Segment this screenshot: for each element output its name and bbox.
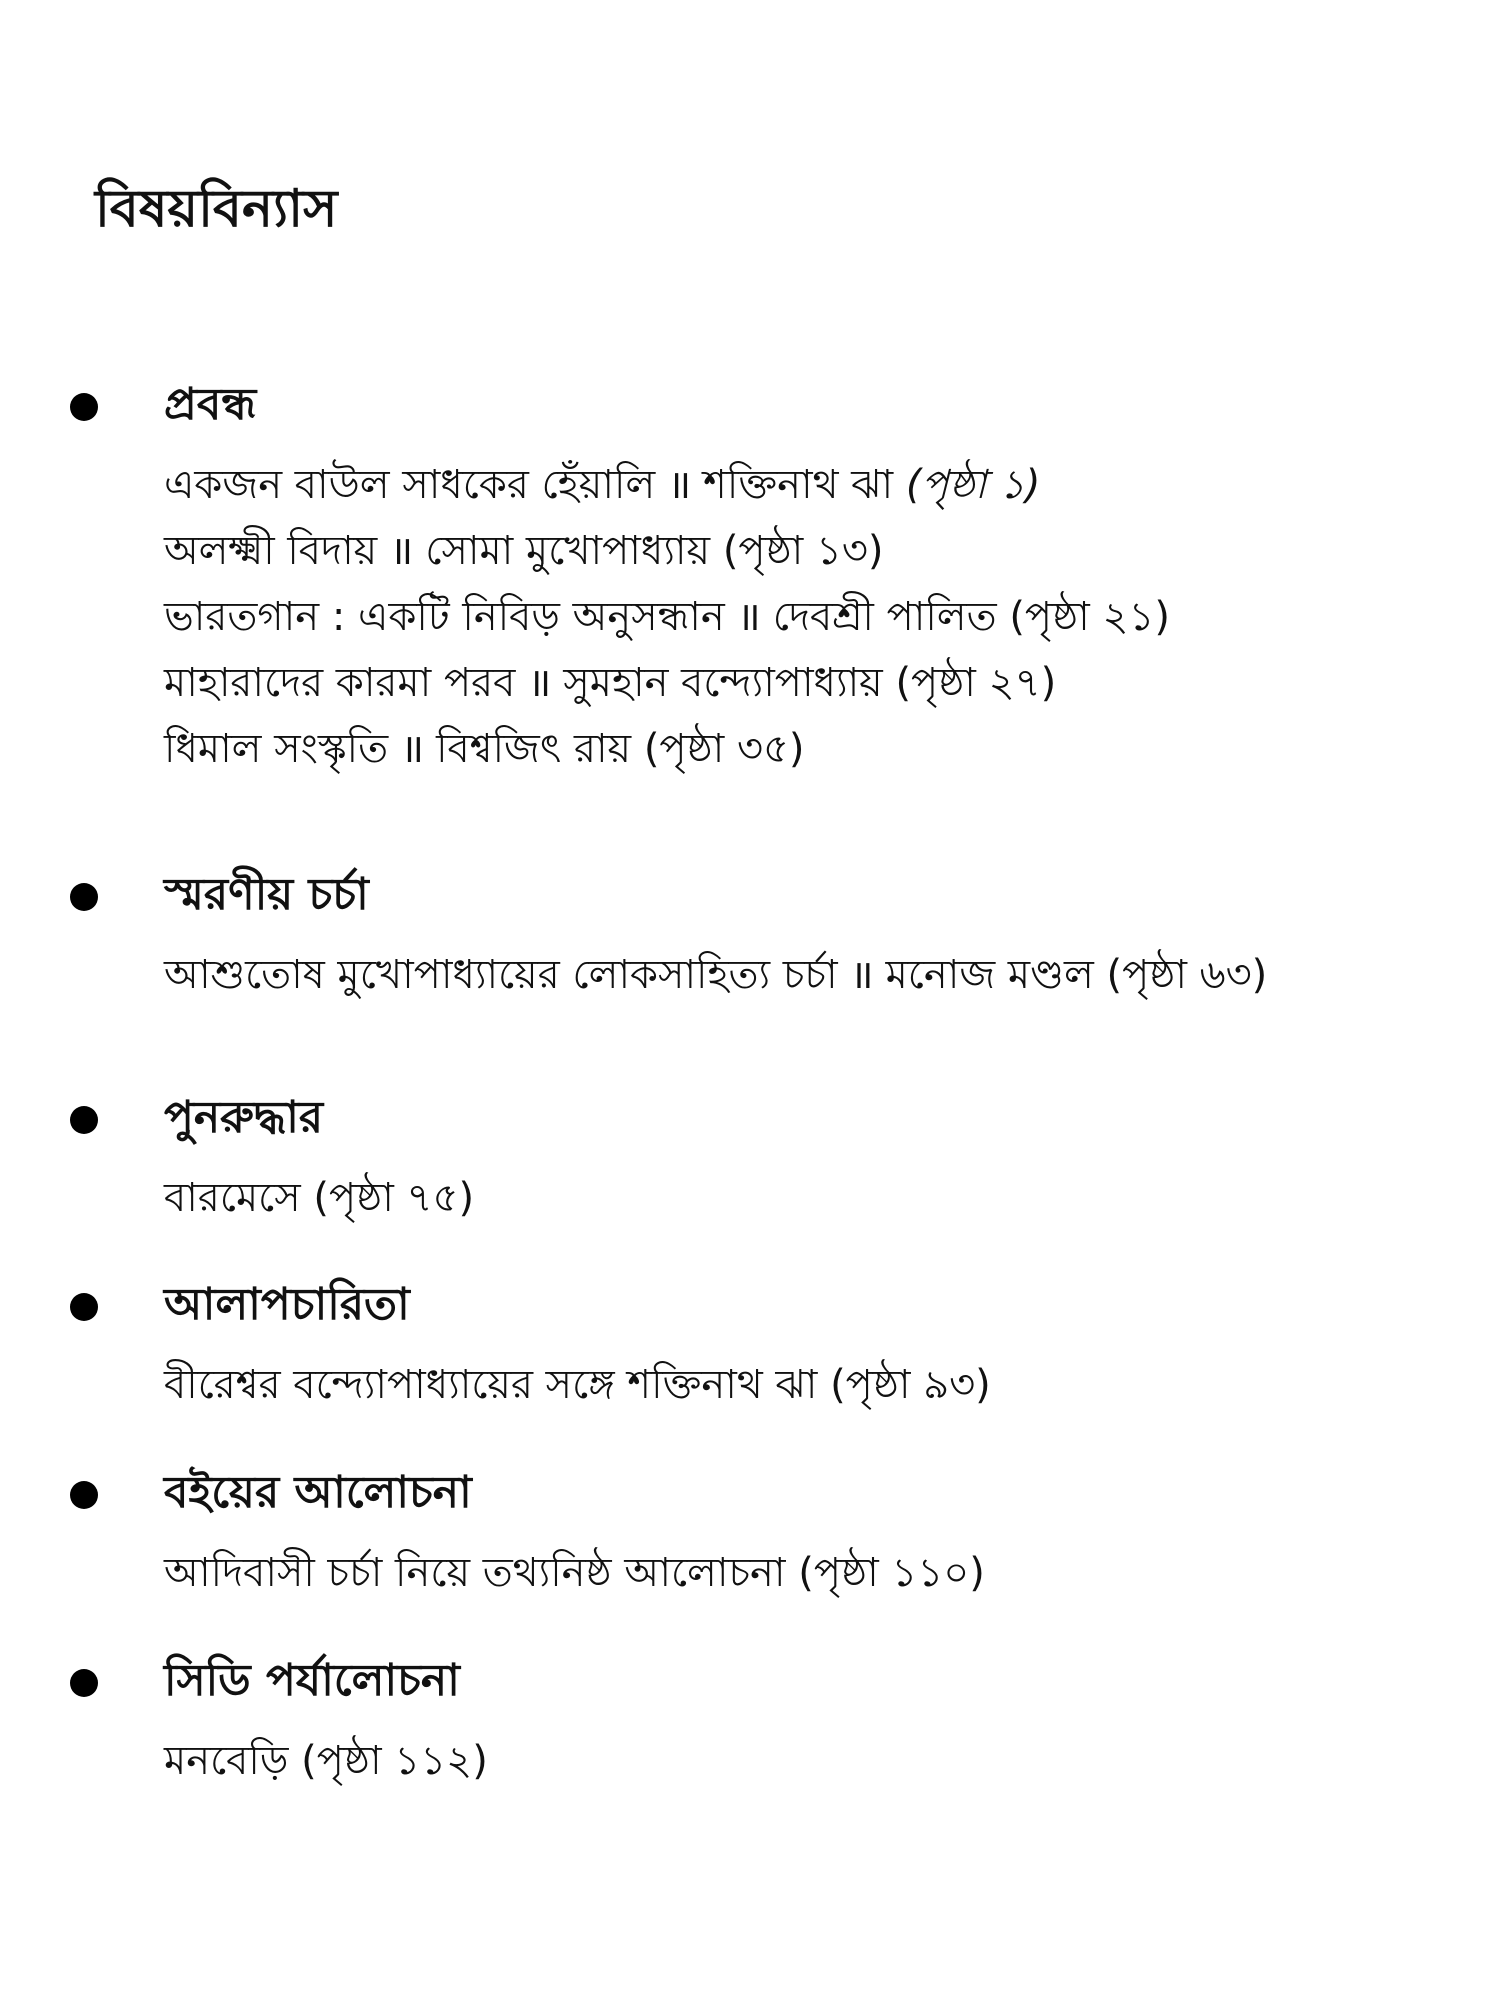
- entry-title: আদিবাসী চর্চা নিয়ে তথ্যনিষ্ঠ আলোচনা: [164, 1550, 786, 1596]
- section-heading: সিডি পর্যালোচনা: [164, 1654, 460, 1706]
- entry-title: মাহারাদের কারমা পরব: [164, 660, 516, 706]
- entry-author: মনোজ মণ্ডল: [885, 952, 1094, 998]
- entry-page: (পৃষ্ঠা ২৭): [895, 660, 1057, 706]
- entry-page: (পৃষ্ঠা ৬৩): [1106, 952, 1268, 998]
- toc-entry[interactable]: [164, 942, 1470, 1008]
- section-cd-porjalochona: [70, 1648, 1470, 1794]
- entry-title: মনবেড়ি: [164, 1738, 289, 1784]
- entry-page: (পৃষ্ঠা ২১): [1009, 594, 1171, 640]
- page-title: বিষয়বিন্যাস: [95, 179, 338, 239]
- entry-title: বারমেসে: [164, 1175, 301, 1221]
- section-punoruddhar: [70, 1085, 1470, 1231]
- entry-separator: ॥: [527, 660, 552, 706]
- bullet-icon: [70, 1106, 98, 1134]
- section-alapcharita: [70, 1272, 1470, 1418]
- entry-title: একজন বাউল সাধকের হেঁয়ালি: [164, 462, 656, 508]
- toc-entry[interactable]: [164, 584, 1470, 650]
- entry-page: (পৃষ্ঠা ৭৫): [313, 1175, 475, 1221]
- entry-author: দেবশ্রী পালিত: [772, 594, 997, 640]
- section-heading: বইয়ের আলোচনা: [164, 1466, 472, 1518]
- entry-page: (পৃষ্ঠা ১): [905, 462, 1041, 508]
- section-heading: পুনরুদ্ধার: [164, 1091, 324, 1143]
- entry-page: (পৃষ্ঠা ১১২): [301, 1738, 488, 1784]
- bullet-icon: [70, 1669, 98, 1697]
- section-boier-alochona: [70, 1460, 1470, 1606]
- entry-separator: ॥: [400, 726, 425, 772]
- bullet-icon: [70, 1481, 98, 1509]
- entry-author: শক্তিনাথ ঝা: [703, 462, 894, 508]
- toc-entry[interactable]: [164, 1540, 1470, 1606]
- toc-entry[interactable]: [164, 1165, 1470, 1231]
- section-probondho: [70, 372, 1470, 782]
- entry-title: বীরেশ্বর বন্দ্যোপাধ্যায়ের সঙ্গে শক্তিনাথ ঝা: [164, 1362, 818, 1408]
- toc-entry[interactable]: [164, 1352, 1470, 1418]
- toc-entry[interactable]: [164, 1728, 1470, 1794]
- entry-page: (পৃষ্ঠা ৩৫): [643, 726, 805, 772]
- entry-title: ভারতগান : একটি নিবিড় অনুসন্ধান: [164, 594, 725, 640]
- toc-entry[interactable]: [164, 452, 1470, 518]
- entry-separator: ॥: [849, 952, 874, 998]
- bullet-icon: [70, 1293, 98, 1321]
- entry-author: সোমা মুখোপাধ্যায়: [425, 528, 711, 574]
- section-heading: প্রবন্ধ: [164, 378, 257, 430]
- bullet-icon: [70, 393, 98, 421]
- entry-separator: ॥: [736, 594, 761, 640]
- section-smoroniyo-chorcha: [70, 862, 1470, 1008]
- entry-separator: ॥: [389, 528, 414, 574]
- toc-entry[interactable]: [164, 650, 1470, 716]
- entry-separator: ॥: [667, 462, 692, 508]
- entry-title: অলক্ষ্মী বিদায়: [164, 528, 378, 574]
- entry-title: আশুতোষ মুখোপাধ্যায়ের লোকসাহিত্য চর্চা: [164, 952, 838, 998]
- section-heading: আলাপচারিতা: [164, 1278, 410, 1330]
- entry-title: ধিমাল সংস্কৃতি: [164, 726, 389, 772]
- entry-page: (পৃষ্ঠা ৯৩): [830, 1362, 991, 1408]
- entry-author: বিশ্বজিৎ রায়: [436, 726, 632, 772]
- toc-entry[interactable]: [164, 716, 1470, 782]
- bullet-icon: [70, 883, 98, 911]
- entry-page: (পৃষ্ঠা ১৩): [722, 528, 884, 574]
- section-heading: স্মরণীয় চর্চা: [164, 868, 369, 920]
- toc-entry[interactable]: [164, 518, 1470, 584]
- entry-page: (পৃষ্ঠা ১১০): [798, 1550, 985, 1596]
- entry-author: সুমহান বন্দ্যোপাধ্যায়: [563, 660, 883, 706]
